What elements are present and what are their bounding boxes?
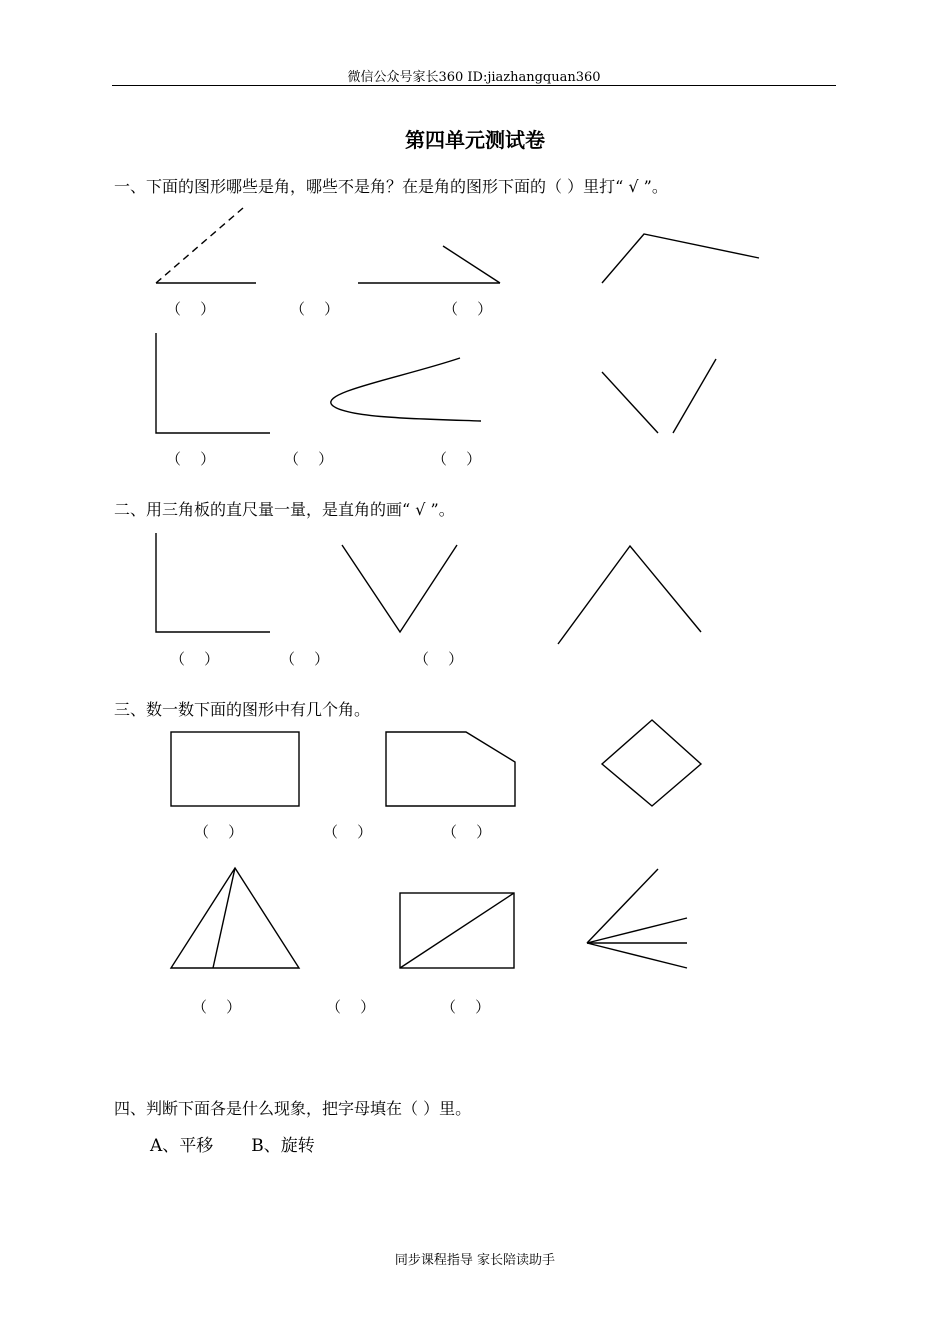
answer-blank[interactable]: （ ） — [323, 823, 373, 841]
figure-rectangle-diagonal — [400, 893, 514, 968]
answer-blank[interactable]: （ ） — [432, 450, 482, 468]
figure-right-angle-2 — [156, 533, 270, 632]
figure-unjoined-lines — [602, 359, 716, 433]
answer-blank[interactable]: （ ） — [192, 998, 242, 1016]
question-2: 二、用三角板的直尺量一量，是直角的画“ √ ”。 — [114, 500, 455, 519]
figure-cut-corner-rectangle — [386, 732, 515, 806]
figure-rhombus — [602, 720, 701, 806]
answer-blank[interactable]: （ ） — [442, 823, 492, 841]
answer-blank[interactable]: （ ） — [284, 450, 334, 468]
figure-ray-fan — [587, 869, 687, 968]
option-a: A、平移 — [150, 1136, 214, 1156]
answer-blank[interactable]: （ ） — [290, 300, 340, 318]
answer-blank[interactable]: （ ） — [414, 650, 464, 668]
answer-blank[interactable]: （ ） — [194, 823, 244, 841]
answer-blank[interactable]: （ ） — [170, 650, 220, 668]
answer-blank[interactable]: （ ） — [441, 998, 491, 1016]
figure-dashed-angle — [156, 208, 256, 283]
option-b: B、旋转 — [251, 1136, 315, 1156]
answer-blank[interactable]: （ ） — [280, 650, 330, 668]
question-3: 三、数一数下面的图形中有几个角。 — [114, 700, 371, 719]
answer-blank[interactable]: （ ） — [166, 300, 216, 318]
question-4: 四、判断下面各是什么现象，把字母填在（ ）里。 — [114, 1099, 472, 1118]
page-footer: 同步课程指导 家长陪读助手 — [394, 1253, 556, 1268]
figure-split-triangle — [171, 868, 299, 968]
figure-v-angle — [342, 545, 457, 632]
page-header: 微信公众号家长360 ID:jiazhangquan360 — [347, 70, 601, 85]
answer-blank[interactable]: （ ） — [443, 300, 493, 318]
question-1: 一、下面的图形哪些是角，哪些不是角？在是角的图形下面的（ ）里打“ √ ”。 — [114, 177, 668, 196]
figure-open-angle — [358, 246, 500, 283]
figure-curved-angle — [331, 358, 481, 421]
answer-blank[interactable]: （ ） — [166, 450, 216, 468]
figure-rectangle — [171, 732, 299, 806]
answer-blank[interactable]: （ ） — [326, 998, 376, 1016]
figure-obtuse-angle — [602, 234, 759, 283]
figure-caret-angle — [558, 546, 701, 644]
page-title: 第四单元测试卷 — [405, 128, 545, 152]
figure-right-angle — [156, 333, 270, 433]
